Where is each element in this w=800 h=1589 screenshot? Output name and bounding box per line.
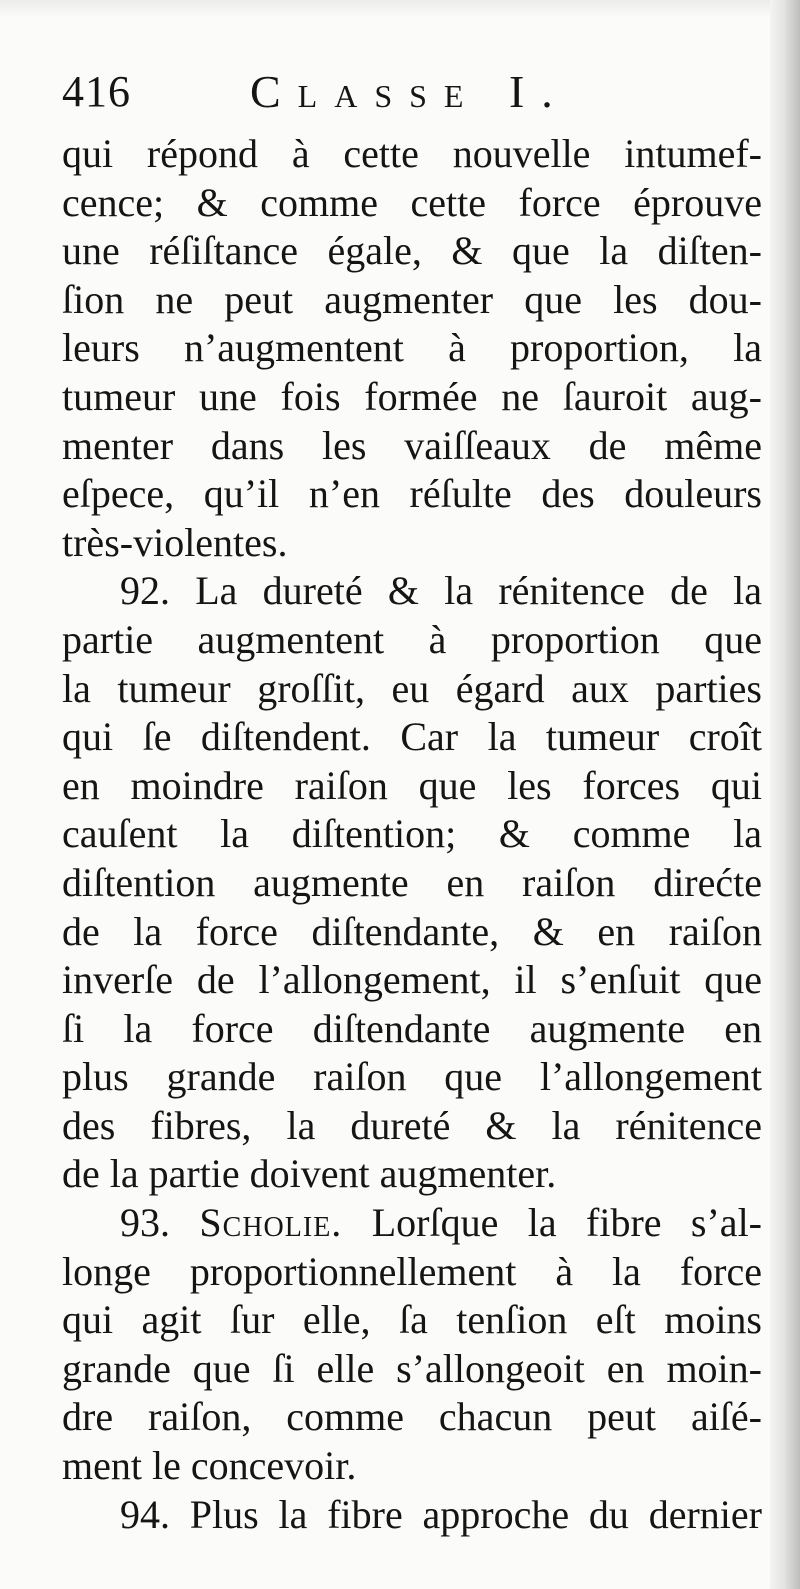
text-line: leurs n’augmentent à proportion, la (62, 325, 762, 371)
text-line: qui ſe diſtendent. Car la tumeur croît (62, 714, 762, 760)
text-line: diſtention augmente en raiſon direćte (62, 859, 762, 905)
text-line: eſpece, qu’il n’en réſulte des douleurs (62, 471, 762, 517)
text-line: plus grande raiſon que l’allongement (62, 1054, 762, 1100)
text-line: cauſent la diſtention; & comme la (62, 811, 762, 857)
text-line: grande que ſi elle s’allongeoit en moin- (62, 1345, 762, 1391)
text-line: qui agit ſur elle, ſa tenſion eſt moins (62, 1297, 762, 1343)
text-line: des fibres, la dureté & la rénitence (62, 1102, 762, 1148)
text-line: de la partie doivent augmenter. (62, 1151, 557, 1197)
text-line: tumeur une fois formée ne ſauroit aug- (62, 373, 762, 419)
body-text (62, 130, 762, 1539)
text-line: ment le concevoir. (62, 1443, 357, 1489)
text-line: très-violentes. (62, 519, 288, 565)
scholie-text: Lorſque la fibre s’al- (371, 1200, 762, 1246)
text-line: ſi la force diſtendante augmente en (62, 1005, 762, 1051)
page-number: 416 (62, 67, 131, 116)
text-line: partie augmentent à proportion que (62, 616, 762, 662)
page-gutter-shadow (770, 0, 800, 1589)
text-line: la tumeur groſſit, eu égard aux parties (62, 665, 762, 711)
text-line: de la force diſtendante, & en raiſon (62, 908, 762, 954)
text-line: dre raiſon, comme chacun peut aiſé- (62, 1394, 762, 1440)
text-line: une réſiſtance égale, & que la diſten- (62, 228, 762, 274)
text-line: inverſe de l’allongement, il s’enſuit que (62, 957, 762, 1003)
paragraph-93-start (62, 1199, 762, 1248)
text-line: qui répond à cette nouvelle intumef- (62, 131, 762, 176)
text-line: cence; & comme cette force éprouve (62, 179, 762, 225)
scholie-number: 93. (120, 1200, 170, 1246)
text-line: en moindre raiſon que les forces qui (62, 762, 762, 808)
text-line: ſion ne peut augmenter que les dou- (62, 276, 762, 322)
running-head: Classe I. (250, 66, 570, 117)
page-top-shadow (0, 0, 800, 18)
text-line: longe proportionnellement à la force (62, 1248, 762, 1294)
scholie-label: Scholie. (199, 1200, 343, 1246)
page-header (62, 56, 602, 128)
paragraph-92-start: 92. La dureté & la rénitence de la (120, 568, 762, 614)
text-line: menter dans les vaiſſeaux de même (62, 422, 762, 468)
paragraph-94-start: 94. Plus la fibre approche du dernier (120, 1491, 762, 1537)
